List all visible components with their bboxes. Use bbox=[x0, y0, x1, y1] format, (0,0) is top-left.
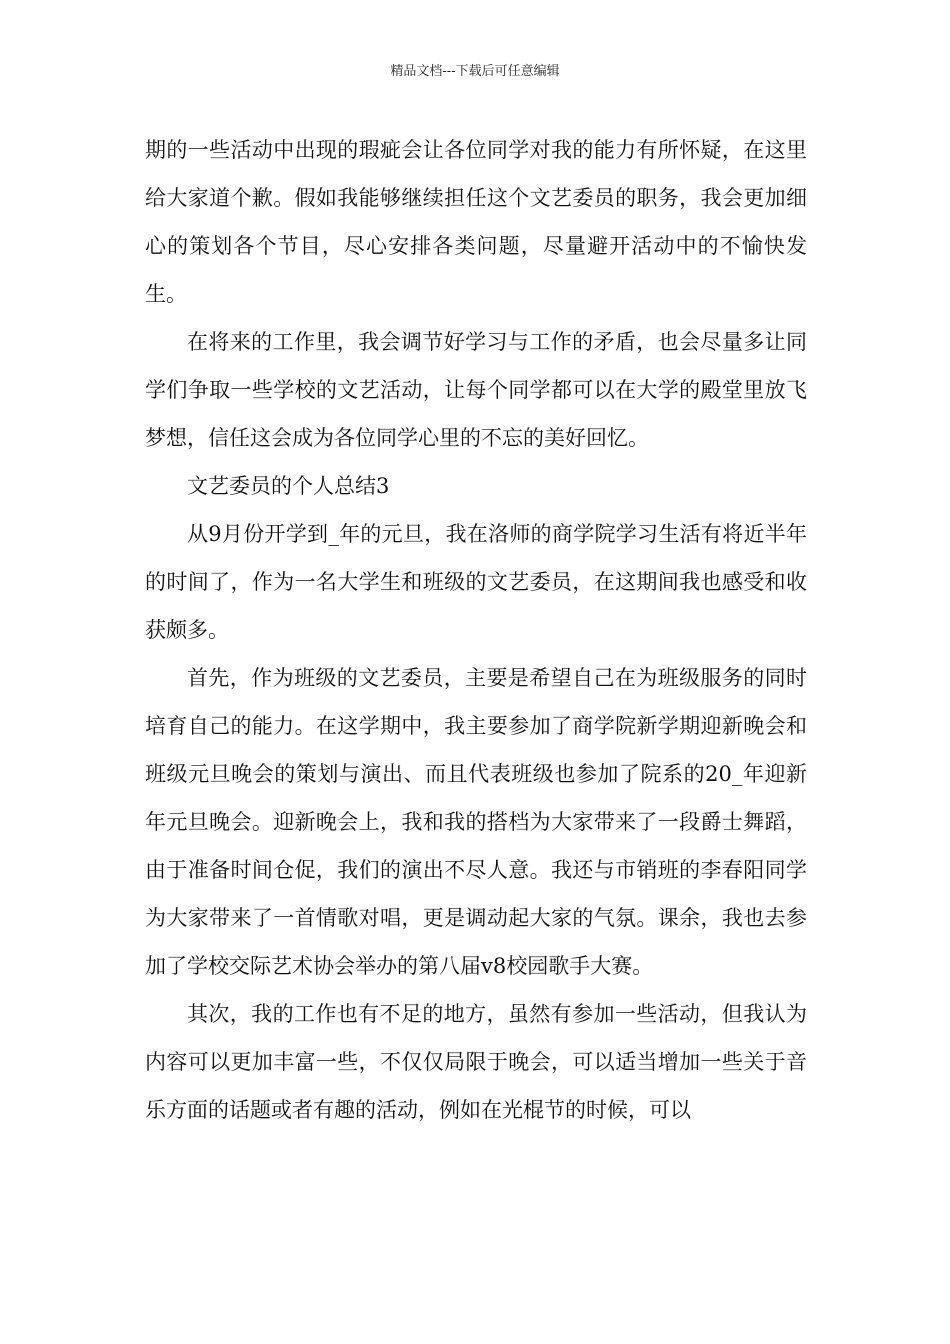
paragraph: 其次，我的工作也有不足的地方，虽然有参加一些活动，但我认为内容可以更加丰富一些，不仅仅局限于晚会，可以适当增加一些关于音乐方面的话题或者有趣的活动，例如在光棍节的时候，可以 bbox=[145, 1002, 807, 1122]
document-body bbox=[145, 126, 807, 1134]
paragraph: 从9月份开学到_年的元旦，我在洛师的商学院学习生活有将近半年的时间了，作为一名大学生和班级的文艺委员，在这期间我也感受和收获颇多。 bbox=[145, 522, 807, 642]
paragraph: 首先，作为班级的文艺委员，主要是希望自己在为班级服务的同时培育自己的能力。在这学期中，我主要参加了商学院新学期迎新晚会和班级元旦晚会的策划与演出、而且代表班级也参加了院系的20_年迎新年元旦晚会。迎新晚会上，我和我的搭档为大家带来了一段爵士舞蹈，由于准备时间仓促，我们的演出不尽人意。我还与市销班的李春阳同学为大家带来了一首情歌对唱，更是调动起大家的气氛。课余，我也去参加了学校交际艺术协会举办的第八届v8校园歌手大赛。 bbox=[145, 666, 807, 978]
page-header: 精品文档---下载后可任意编辑 bbox=[390, 64, 560, 79]
paragraph: 在将来的工作里，我会调节好学习与工作的矛盾，也会尽量多让同学们争取一些学校的文艺活动，让每个同学都可以在大学的殿堂里放飞梦想，信任这会成为各位同学心里的不忘的美好回忆。 bbox=[145, 330, 807, 450]
paragraph: 期的一些活动中出现的瑕疵会让各位同学对我的能力有所怀疑，在这里给大家道个歉。假如我能够继续担任这个文艺委员的职务，我会更加细心的策划各个节目，尽心安排各类问题，尽量避开活动中的不愉快发生。 bbox=[145, 138, 807, 306]
section-heading: 文艺委员的个人总结3 bbox=[187, 474, 390, 498]
